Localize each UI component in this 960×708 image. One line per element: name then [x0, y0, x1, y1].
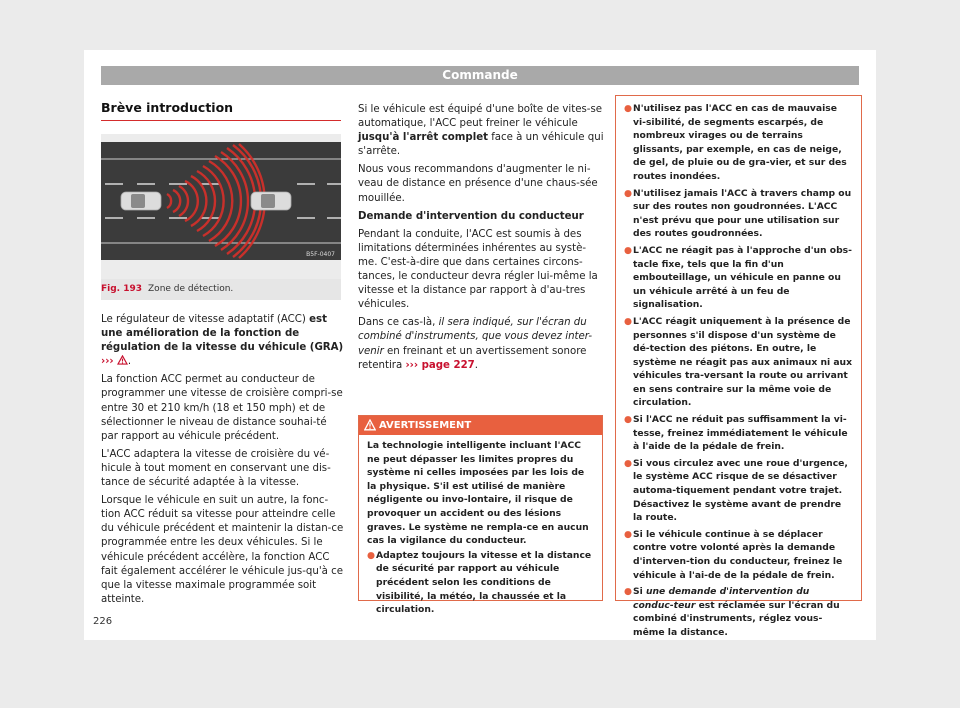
paragraph: Lorsque le véhicule en suit un autre, la fonc-tion ACC réduit sa vitesse pour atteindre celle du véhicule précédent et maintenir la distan-ce programmée entre les deux véhicules. Si le véhicule précédent accélère, la fonction ACC fait également accélérer le véhicule jus-qu'à ce que la vitesse maximale programmée soit atteinte.: [101, 495, 344, 605]
list-item-text: L'ACC réagit uniquement à la présence de personnes s'il dispose d'un système de dé-tection des piétons. En outre, le système ne réagit pas aux animaux ni aux véhicules tra-versant la route ou arrivant en sens contraire sur la même voie de circulation.: [633, 315, 852, 409]
subheading: Demande d'intervention du conducteur: [358, 210, 584, 222]
paragraph: Nous vous recommandons d'augmenter le ni-veau de distance en présence d'une chaus-sée mouillée.: [358, 164, 598, 204]
bullet-icon: ●: [624, 187, 633, 199]
bullet-icon: ●: [624, 103, 633, 114]
text: Si: [633, 586, 646, 598]
acc-detection-zone-illustration: [101, 134, 341, 279]
list-item: [624, 413, 853, 454]
warning-intro: La technologie intelligente incluant l'ACC ne peut dépasser les limites propres du système ni celles imposées par les lois de la physique. S'il est utilisé de manière négligente ou invo-lontaire, il risque de provoquer un accident ou des lésions graves. Le système ne rempla-ce en aucun cas la vigilance du conducteur.: [367, 440, 589, 547]
bullet-icon: ●: [624, 414, 633, 426]
figure-label: Fig. 193: [101, 284, 143, 294]
list-item-text: Adaptez toujours la vitesse et la distance de sécurité par rapport au véhicule précédent selon les conditions de visibilité, la météo, la chaussée et la circulation.: [376, 549, 592, 616]
warning-body: [616, 96, 861, 647]
text: est réclamée sur l'écran du combiné d'instruments, réglez vous-même la distance.: [633, 599, 840, 638]
bullet-icon: ●: [367, 549, 376, 561]
section-title: Brève introduction: [101, 100, 234, 115]
text: Le régulateur de vitesse adaptatif (ACC): [101, 314, 310, 325]
list-item: [624, 102, 853, 184]
bullet-icon: ●: [624, 244, 633, 256]
bullet-icon: ●: [624, 586, 633, 598]
warning-box: [358, 415, 603, 616]
italic-text: une demande d'intervention du conduc-teur: [633, 586, 810, 611]
warning-reference[interactable]: ›››: [101, 356, 114, 368]
text: .: [127, 356, 132, 368]
column-middle: [358, 103, 604, 377]
warning-triangle-icon: [117, 355, 128, 365]
manual-page: [84, 50, 876, 640]
page-number: 226: [93, 616, 113, 627]
list-item-text: Si l'ACC ne réduit pas suffisamment la vi-tesse, freinez immédiatement le véhicule à l'aide de la pédale de frein.: [633, 414, 848, 453]
emphasis-text: jusqu'à l'arrêt complet: [358, 132, 488, 144]
list-item: [624, 187, 853, 241]
page-header: Commande: [101, 66, 859, 85]
bullet-icon: ●: [624, 528, 633, 540]
page-reference-link[interactable]: ››› page 227: [405, 359, 475, 371]
list-item: [624, 585, 853, 639]
paragraph: [358, 103, 604, 159]
figure-193: [101, 134, 341, 300]
text: en freinant et un avertissement sonore retentira: [358, 345, 587, 371]
list-item-text: N'utilisez jamais l'ACC à travers champ ou sur des routes non goudronnées. L'ACC n'est prévu que pour une utilisation sur des routes goudronnées.: [633, 187, 852, 240]
text: .: [474, 359, 479, 371]
text: Si le véhicule est équipé d'une boîte de vites-se automatique, l'ACC peut freiner le véhicule: [358, 104, 603, 130]
bullet-icon: ●: [624, 457, 633, 469]
text: Dans ce cas-là,: [358, 317, 439, 329]
text: face à un véhicule qui s'arrête.: [358, 132, 604, 158]
italic-text: il sera indiqué, sur l'écran du combiné d'instruments, que vous devez inter-venir: [358, 317, 593, 357]
column-left: [101, 313, 345, 611]
paragraph: La fonction ACC permet au conducteur de programmer une vitesse de croisière compri-se entre 30 et 210 km/h (18 et 150 mph) et de sélectionner le niveau de distance souhai-té par rapport au véhicule précédent.: [101, 374, 343, 442]
list-item-text: N'utilisez pas l'ACC en cas de mauvaise vi-sibilité, de segments escarpés, de nombreux virages ou de terrains glissants, par exemple, en cas de neige, de gel, de pluie ou de gra-vier, et sur des routes inondées.: [633, 103, 847, 182]
list-item-text: Si vous circulez avec une roue d'urgence, le système ACC risque de se désactiver automa-tiquement pendant votre trajet. Désactivez le système avant de prendre la route.: [633, 457, 848, 524]
warning-title: AVERTISSEMENT: [379, 420, 472, 431]
warning-body: [359, 435, 602, 624]
list-item-text: Si le véhicule continue à se déplacer contre votre volonté après la demande d'interven-tion du conducteur, freinez le véhicule à l'ai-de de la pédale de frein.: [633, 528, 843, 581]
paragraph: [358, 316, 604, 372]
paragraph: [101, 313, 345, 369]
list-item: [624, 457, 853, 525]
warning-header: [359, 416, 602, 435]
paragraph: Pendant la conduite, l'ACC est soumis à des limitations déterminées inhérentes au systè-me. C'est-à-dire que dans certaines circons-tances, le conducteur devra régler lui-même la vitesse et la distance par rapport à d'au-tres véhicules.: [358, 228, 598, 311]
warning-triangle-icon: [364, 419, 376, 431]
list-item: [624, 244, 853, 312]
list-item: [624, 315, 853, 410]
figure-caption-text: Zone de détection.: [148, 284, 234, 294]
paragraph: L'ACC adaptera la vitesse de croisière du vé-hicule à tout moment en conservant une dis-tance de sécurité adaptée à la vitesse.: [101, 448, 331, 489]
list-item: [624, 528, 853, 582]
list-item: [367, 549, 594, 617]
title-divider: [101, 120, 341, 121]
figure-caption: [101, 284, 233, 294]
list-item-text: L'ACC ne réagit pas à l'approche d'un obs-tacle fixe, tels que la fin d'un embouteillage, un véhicule en panne ou un véhicule arrêté à un feu de signalisation.: [633, 244, 852, 311]
image-code: B5F-0407: [306, 251, 335, 258]
warning-box-continued: [615, 95, 862, 638]
emphasis-text: est une amélioration de la fonction de régulation de la vitesse du véhicule (GRA): [101, 314, 344, 354]
bullet-icon: ●: [624, 315, 633, 327]
